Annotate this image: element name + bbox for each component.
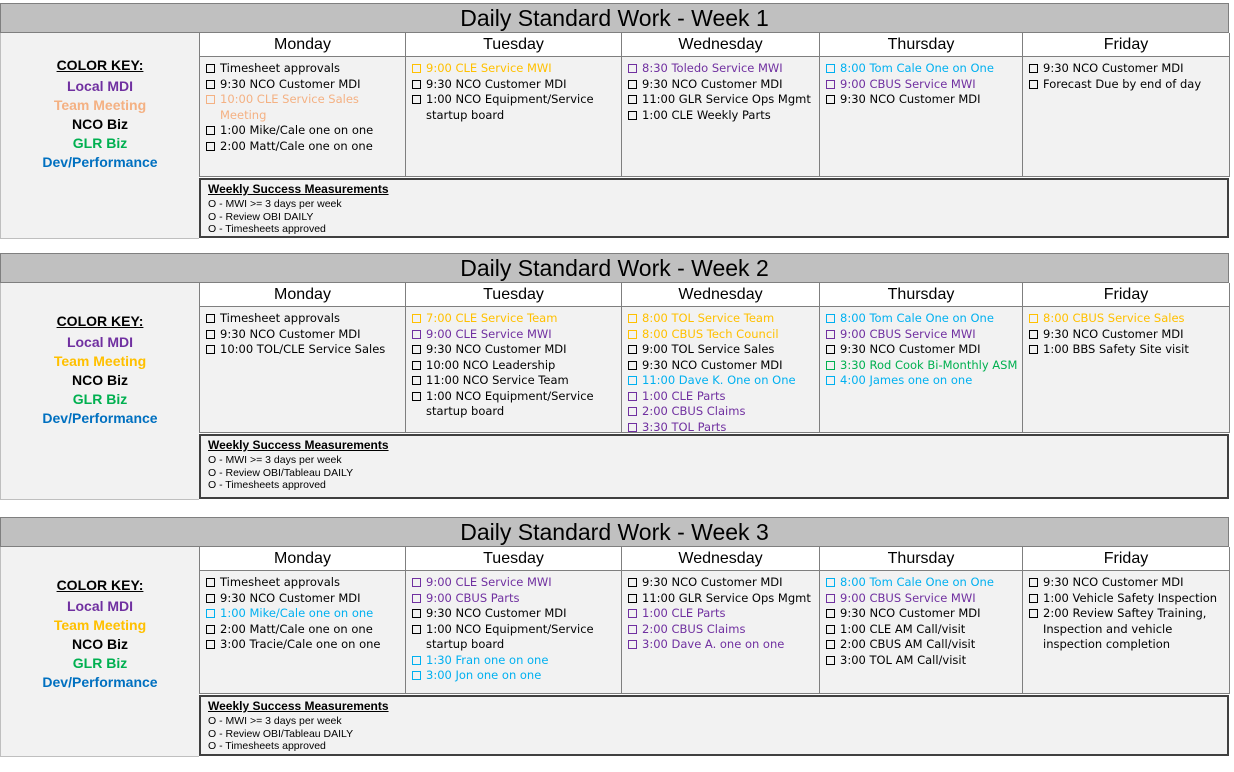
- schedule-item[interactable]: [824, 653, 1018, 669]
- schedule-item[interactable]: [1027, 61, 1225, 77]
- checkbox-icon[interactable]: [826, 656, 835, 665]
- day-header: Monday: [200, 547, 405, 571]
- weekly-success-measurements: [199, 695, 1229, 756]
- checkbox-icon[interactable]: [412, 656, 421, 665]
- day-column-wednesday: [621, 283, 820, 433]
- checkbox-icon[interactable]: [1029, 578, 1038, 587]
- schedule-item[interactable]: [204, 61, 401, 77]
- schedule-item-text: 3:30 Rod Cook Bi-Monthly ASM: [840, 357, 1018, 372]
- schedule-item[interactable]: [1027, 575, 1225, 591]
- schedule-item-text: 9:30 NCO Customer MDI: [426, 76, 567, 91]
- schedule-item-text: 9:30 NCO Customer MDI: [642, 357, 783, 372]
- schedule-item[interactable]: [824, 606, 1018, 622]
- color-key-team-meeting: Team Meeting: [53, 617, 147, 633]
- checkbox-icon[interactable]: [826, 314, 835, 323]
- checkbox-icon[interactable]: [826, 640, 835, 649]
- checkbox-icon[interactable]: [826, 361, 835, 370]
- schedule-item-text: 9:00 CLE Service MWI: [426, 61, 552, 75]
- color-key-local-mdi: Local MDI: [66, 78, 134, 94]
- day-header: Friday: [1023, 283, 1229, 307]
- day-items: [622, 57, 819, 123]
- schedule-item-text: 8:00 Tom Cale One on One: [840, 311, 994, 325]
- checkbox-icon[interactable]: [826, 80, 835, 89]
- schedule-item[interactable]: [204, 123, 401, 139]
- schedule-item[interactable]: [626, 420, 815, 436]
- checkbox-icon[interactable]: [206, 625, 215, 634]
- color-key: [0, 33, 199, 239]
- schedule-item-text: 9:30 NCO Customer MDI: [220, 590, 361, 605]
- schedule-item-text: 11:00 GLR Service Ops Mgmt: [642, 92, 811, 106]
- color-key-dev-performance: Dev/Performance: [42, 154, 158, 170]
- checkbox-icon[interactable]: [826, 625, 835, 634]
- color-key: [0, 283, 199, 500]
- color-key-dev-performance: Dev/Performance: [42, 674, 158, 690]
- success-line: O - Timesheets approved: [208, 740, 326, 752]
- schedule-item[interactable]: [626, 389, 815, 405]
- day-header: Monday: [200, 283, 405, 307]
- schedule-item[interactable]: [626, 404, 815, 420]
- checkbox-icon[interactable]: [206, 609, 215, 618]
- day-items: [1023, 57, 1229, 92]
- checkbox-icon[interactable]: [826, 95, 835, 104]
- checkbox-icon[interactable]: [628, 594, 637, 603]
- day-column-tuesday: [405, 547, 622, 694]
- success-line: O - MWI >= 3 days per week: [208, 198, 342, 210]
- schedule-item-text: 8:30 Toledo Service MWI: [642, 61, 783, 75]
- day-column-monday: [199, 547, 406, 694]
- schedule-item[interactable]: [626, 373, 815, 389]
- schedule-item[interactable]: [204, 591, 401, 607]
- color-key-team-meeting: Team Meeting: [53, 353, 147, 369]
- schedule-item[interactable]: [824, 373, 1018, 389]
- checkbox-icon[interactable]: [412, 361, 421, 370]
- day-header: Wednesday: [622, 547, 819, 571]
- checkbox-icon[interactable]: [206, 345, 215, 354]
- schedule-item-text: 9:00 CBUS Service MWI: [840, 326, 976, 341]
- schedule-item[interactable]: [824, 591, 1018, 607]
- schedule-item-text: 8:00 Tom Cale One on One: [840, 61, 994, 75]
- checkbox-icon[interactable]: [826, 345, 835, 354]
- schedule-item-text: 1:00 CLE AM Call/visit: [840, 621, 966, 636]
- schedule-item-text: 9:30 NCO Customer MDI: [1043, 326, 1184, 341]
- checkbox-icon[interactable]: [206, 80, 215, 89]
- day-header: Tuesday: [406, 547, 621, 571]
- schedule-item[interactable]: [204, 622, 401, 638]
- schedule-item[interactable]: [410, 311, 617, 327]
- checkbox-icon[interactable]: [628, 578, 637, 587]
- checkbox-icon[interactable]: [412, 625, 421, 634]
- schedule-item[interactable]: [410, 606, 617, 622]
- color-key-nco-biz: NCO Biz: [72, 372, 128, 388]
- color-key-team-meeting: Team Meeting: [53, 97, 147, 113]
- day-column-friday: [1022, 283, 1230, 433]
- schedule-item-text: 9:30 NCO Customer MDI: [1043, 575, 1184, 589]
- checkbox-icon[interactable]: [412, 376, 421, 385]
- checkbox-icon[interactable]: [628, 640, 637, 649]
- checkbox-icon[interactable]: [206, 578, 215, 587]
- checkbox-icon[interactable]: [412, 80, 421, 89]
- schedule-item[interactable]: [410, 591, 617, 607]
- success-title: Weekly Success Measurements: [208, 699, 389, 713]
- day-header: Thursday: [820, 283, 1022, 307]
- schedule-item[interactable]: [410, 92, 617, 123]
- checkbox-icon[interactable]: [412, 392, 421, 401]
- schedule-item[interactable]: [626, 92, 815, 108]
- schedule-item[interactable]: [204, 311, 401, 327]
- success-line: O - MWI >= 3 days per week: [208, 715, 342, 727]
- schedule-item[interactable]: [410, 622, 617, 653]
- day-header: Wednesday: [622, 33, 819, 57]
- schedule-item[interactable]: [824, 342, 1018, 358]
- schedule-item-text: 11:00 Dave K. One on One: [642, 373, 796, 387]
- schedule-item-text: 11:00 GLR Service Ops Mgmt: [642, 590, 811, 605]
- schedule-item-text: 10:00 CLE Service Sales Meeting: [220, 92, 359, 122]
- schedule-item[interactable]: [824, 327, 1018, 343]
- checkbox-icon[interactable]: [1029, 64, 1038, 73]
- schedule-item-text: 9:00 CBUS Service MWI: [840, 590, 976, 605]
- schedule-item-text: 3:00 Jon one on one: [426, 668, 542, 682]
- color-key-nco-biz: NCO Biz: [72, 636, 128, 652]
- schedule-item[interactable]: [824, 311, 1018, 327]
- schedule-item-text: 10:00 NCO Leadership: [426, 357, 556, 372]
- checkbox-icon[interactable]: [628, 407, 637, 416]
- day-header: Wednesday: [622, 283, 819, 307]
- checkbox-icon[interactable]: [206, 64, 215, 73]
- schedule-item[interactable]: [824, 77, 1018, 93]
- day-items: [622, 307, 819, 435]
- schedule-item[interactable]: [626, 61, 815, 77]
- day-header: Monday: [200, 33, 405, 57]
- day-items: [820, 307, 1022, 389]
- schedule-item-text: 1:00 CLE Weekly Parts: [642, 107, 771, 122]
- checkbox-icon[interactable]: [826, 64, 835, 73]
- schedule-item-text: 1:00 NCO Equipment/Service startup board: [426, 621, 594, 651]
- schedule-item-text: 9:00 CLE Service MWI: [426, 575, 552, 589]
- success-line: O - Timesheets approved: [208, 479, 326, 491]
- checkbox-icon[interactable]: [412, 578, 421, 587]
- day-column-thursday: [819, 283, 1023, 433]
- schedule-item[interactable]: [626, 637, 815, 653]
- day-header: Tuesday: [406, 283, 621, 307]
- checkbox-icon[interactable]: [628, 95, 637, 104]
- day-column-thursday: [819, 33, 1023, 177]
- week-title: Daily Standard Work - Week 2: [0, 253, 1229, 283]
- day-header: Thursday: [820, 33, 1022, 57]
- checkbox-icon[interactable]: [826, 594, 835, 603]
- schedule-item-text: Timesheet approvals: [220, 575, 340, 589]
- schedule-item[interactable]: [204, 342, 401, 358]
- schedule-item[interactable]: [626, 77, 815, 93]
- schedule-item[interactable]: [1027, 591, 1225, 607]
- checkbox-icon[interactable]: [628, 330, 637, 339]
- checkbox-icon[interactable]: [826, 609, 835, 618]
- checkbox-icon[interactable]: [1029, 80, 1038, 89]
- schedule-item[interactable]: [204, 606, 401, 622]
- checkbox-icon[interactable]: [412, 609, 421, 618]
- day-column-thursday: [819, 547, 1023, 694]
- color-key-nco-biz: NCO Biz: [72, 116, 128, 132]
- schedule-item-text: 1:00 Mike/Cale one on one: [220, 123, 374, 137]
- checkbox-icon[interactable]: [412, 330, 421, 339]
- checkbox-icon[interactable]: [826, 376, 835, 385]
- schedule-item[interactable]: [204, 637, 401, 653]
- day-column-tuesday: [405, 33, 622, 177]
- checkbox-icon[interactable]: [412, 95, 421, 104]
- week-title: Daily Standard Work - Week 1: [0, 3, 1229, 33]
- schedule-item-text: 9:00 CBUS Parts: [426, 590, 520, 605]
- checkbox-icon[interactable]: [628, 64, 637, 73]
- success-line: O - Review OBI/Tableau DAILY: [208, 727, 354, 740]
- schedule-item[interactable]: [410, 77, 617, 93]
- checkbox-icon[interactable]: [628, 423, 637, 432]
- schedule-item[interactable]: [410, 342, 617, 358]
- schedule-item-text: 4:00 James one on one: [840, 373, 973, 387]
- checkbox-icon[interactable]: [412, 314, 421, 323]
- schedule-item-text: 9:30 NCO Customer MDI: [220, 76, 361, 91]
- checkbox-icon[interactable]: [206, 640, 215, 649]
- checkbox-icon[interactable]: [826, 330, 835, 339]
- schedule-item-text: 3:00 TOL AM Call/visit: [840, 652, 967, 667]
- day-column-monday: [199, 33, 406, 177]
- checkbox-icon[interactable]: [826, 578, 835, 587]
- schedule-item[interactable]: [626, 622, 815, 638]
- checkbox-icon[interactable]: [628, 392, 637, 401]
- success-line: O - Review OBI DAILY: [208, 210, 314, 223]
- success-line: O - MWI >= 3 days per week: [208, 454, 342, 466]
- weekly-success-measurements: [199, 178, 1229, 238]
- day-column-wednesday: [621, 33, 820, 177]
- schedule-item-text: 8:00 CBUS Service Sales: [1043, 311, 1185, 325]
- day-items: [200, 307, 405, 358]
- day-items: [406, 57, 621, 123]
- schedule-item-text: 9:30 NCO Customer MDI: [220, 326, 361, 341]
- day-items: [820, 571, 1022, 668]
- day-header: Thursday: [820, 547, 1022, 571]
- schedule-item-text: 10:00 TOL/CLE Service Sales: [220, 342, 386, 356]
- success-title: Weekly Success Measurements: [208, 438, 389, 452]
- day-column-friday: [1022, 547, 1230, 694]
- day-items: [406, 307, 621, 420]
- day-items: [1023, 571, 1229, 653]
- color-key-glr-biz: GLR Biz: [72, 391, 128, 407]
- schedule-item-text: 1:00 NCO Equipment/Service startup board: [426, 92, 594, 122]
- schedule-item[interactable]: [824, 637, 1018, 653]
- schedule-item-text: 9:30 NCO Customer MDI: [840, 342, 981, 356]
- color-key-title: COLOR KEY:: [56, 577, 144, 593]
- checkbox-icon[interactable]: [412, 594, 421, 603]
- checkbox-icon[interactable]: [206, 330, 215, 339]
- schedule-item-text: 2:00 Matt/Cale one on one: [220, 138, 373, 153]
- day-items: [820, 57, 1022, 108]
- color-key-glr-biz: GLR Biz: [72, 655, 128, 671]
- day-items: [200, 571, 405, 653]
- day-items: [200, 57, 405, 154]
- schedule-item[interactable]: [626, 575, 815, 591]
- schedule-item[interactable]: [204, 575, 401, 591]
- schedule-item[interactable]: [410, 373, 617, 389]
- schedule-item[interactable]: [410, 668, 617, 684]
- schedule-item[interactable]: [824, 358, 1018, 374]
- checkbox-icon[interactable]: [1029, 314, 1038, 323]
- checkbox-icon[interactable]: [206, 142, 215, 151]
- success-line: O - Timesheets approved: [208, 223, 326, 235]
- schedule-item-text: 9:30 NCO Customer MDI: [426, 342, 567, 356]
- day-header: Tuesday: [406, 33, 621, 57]
- checkbox-icon[interactable]: [412, 64, 421, 73]
- color-key-title: COLOR KEY:: [56, 313, 144, 329]
- checkbox-icon[interactable]: [206, 314, 215, 323]
- schedule-item-text: 9:00 TOL Service Sales: [642, 342, 775, 356]
- week-title: Daily Standard Work - Week 3: [0, 517, 1229, 547]
- checkbox-icon[interactable]: [206, 594, 215, 603]
- schedule-item[interactable]: [410, 389, 617, 420]
- color-key-local-mdi: Local MDI: [66, 598, 134, 614]
- schedule-item[interactable]: [204, 327, 401, 343]
- schedule-item-text: 2:00 Matt/Cale one on one: [220, 621, 373, 636]
- color-key-dev-performance: Dev/Performance: [42, 410, 158, 426]
- schedule-item[interactable]: [824, 92, 1018, 108]
- schedule-item-text: Forecast Due by end of day: [1043, 76, 1202, 91]
- checkbox-icon[interactable]: [628, 376, 637, 385]
- schedule-item-text: 8:00 TOL Service Team: [642, 311, 775, 325]
- schedule-item-text: 3:00 Tracie/Cale one on one: [220, 637, 381, 651]
- day-column-friday: [1022, 33, 1230, 177]
- schedule-item-text: 9:00 CLE Service MWI: [426, 326, 552, 341]
- schedule-item-text: 1:00 Vehicle Safety Inspection: [1043, 590, 1218, 605]
- schedule-item-text: 9:30 NCO Customer MDI: [642, 76, 783, 91]
- checkbox-icon[interactable]: [206, 95, 215, 104]
- schedule-item[interactable]: [626, 327, 815, 343]
- schedule-item-text: 9:30 NCO Customer MDI: [840, 92, 981, 106]
- schedule-item-text: 8:00 CBUS Tech Council: [642, 326, 779, 341]
- schedule-item-text: 1:00 Mike/Cale one on one: [220, 606, 374, 620]
- schedule-item-text: 1:00 CLE Parts: [642, 606, 726, 620]
- weekly-success-measurements: [199, 434, 1229, 499]
- schedule-item[interactable]: [204, 92, 401, 123]
- schedule-item-text: 8:00 Tom Cale One on One: [840, 575, 994, 589]
- color-key: [0, 547, 199, 757]
- schedule-item[interactable]: [1027, 342, 1225, 358]
- schedule-item[interactable]: [410, 575, 617, 591]
- checkbox-icon[interactable]: [206, 126, 215, 135]
- schedule-item[interactable]: [204, 77, 401, 93]
- schedule-item[interactable]: [626, 108, 815, 124]
- schedule-item[interactable]: [824, 575, 1018, 591]
- color-key-glr-biz: GLR Biz: [72, 135, 128, 151]
- schedule-item-text: 3:00 Dave A. one on one: [642, 637, 785, 651]
- checkbox-icon[interactable]: [628, 625, 637, 634]
- checkbox-icon[interactable]: [628, 314, 637, 323]
- schedule-item-text: Timesheet approvals: [220, 311, 340, 325]
- schedule-item[interactable]: [824, 61, 1018, 77]
- checkbox-icon[interactable]: [1029, 345, 1038, 354]
- schedule-item[interactable]: [410, 653, 617, 669]
- schedule-item-text: 2:00 CBUS Claims: [642, 404, 746, 418]
- schedule-item[interactable]: [410, 358, 617, 374]
- schedule-item-text: 1:00 CLE Parts: [642, 388, 726, 403]
- schedule-item[interactable]: [1027, 77, 1225, 93]
- checkbox-icon[interactable]: [1029, 594, 1038, 603]
- schedule-item-text: 9:30 NCO Customer MDI: [1043, 61, 1184, 75]
- schedule-item[interactable]: [410, 61, 617, 77]
- day-items: [406, 571, 621, 684]
- schedule-item-text: 1:00 NCO Equipment/Service startup board: [426, 388, 594, 418]
- success-title: Weekly Success Measurements: [208, 182, 389, 196]
- schedule-item-text: 9:30 NCO Customer MDI: [642, 575, 783, 589]
- schedule-item-text: 9:00 CBUS Service MWI: [840, 76, 976, 91]
- day-items: [622, 571, 819, 653]
- day-header: Friday: [1023, 547, 1229, 571]
- schedule-item[interactable]: [1027, 327, 1225, 343]
- checkbox-icon[interactable]: [628, 361, 637, 370]
- day-items: [1023, 307, 1229, 358]
- success-line: O - Review OBI/Tableau DAILY: [208, 466, 354, 479]
- schedule-item-text: 9:30 NCO Customer MDI: [840, 606, 981, 620]
- schedule-item[interactable]: [824, 622, 1018, 638]
- schedule-item[interactable]: [626, 358, 815, 374]
- schedule-item-text: 1:00 BBS Safety Site visit: [1043, 342, 1189, 356]
- schedule-item[interactable]: [410, 327, 617, 343]
- schedule-item-text: 9:30 NCO Customer MDI: [426, 606, 567, 620]
- schedule-item[interactable]: [1027, 311, 1225, 327]
- schedule-item[interactable]: [1027, 606, 1225, 653]
- schedule-item-text: 2:00 Review Saftey Training, Inspection and vehicle inspection completion: [1043, 606, 1207, 651]
- schedule-item-text: 2:00 CBUS Claims: [642, 621, 746, 636]
- checkbox-icon[interactable]: [628, 111, 637, 120]
- day-column-tuesday: [405, 283, 622, 433]
- day-header: Friday: [1023, 33, 1229, 57]
- schedule-item[interactable]: [626, 591, 815, 607]
- schedule-item-text: 3:30 TOL Parts: [642, 419, 727, 434]
- schedule-item[interactable]: [204, 139, 401, 155]
- checkbox-icon[interactable]: [628, 80, 637, 89]
- day-column-monday: [199, 283, 406, 433]
- schedule-item-text: 2:00 CBUS AM Call/visit: [840, 637, 976, 651]
- schedule-item-text: 11:00 NCO Service Team: [426, 373, 569, 387]
- color-key-title: COLOR KEY:: [56, 57, 144, 73]
- schedule-item-text: 7:00 CLE Service Team: [426, 311, 558, 325]
- checkbox-icon[interactable]: [1029, 609, 1038, 618]
- checkbox-icon[interactable]: [412, 671, 421, 680]
- schedule-item[interactable]: [626, 311, 815, 327]
- checkbox-icon[interactable]: [628, 345, 637, 354]
- color-key-local-mdi: Local MDI: [66, 334, 134, 350]
- schedule-item[interactable]: [626, 606, 815, 622]
- checkbox-icon[interactable]: [1029, 330, 1038, 339]
- schedule-item[interactable]: [626, 342, 815, 358]
- schedule-item-text: 1:30 Fran one on one: [426, 652, 549, 667]
- checkbox-icon[interactable]: [412, 345, 421, 354]
- day-column-wednesday: [621, 547, 820, 694]
- checkbox-icon[interactable]: [628, 609, 637, 618]
- schedule-item-text: Timesheet approvals: [220, 61, 340, 75]
